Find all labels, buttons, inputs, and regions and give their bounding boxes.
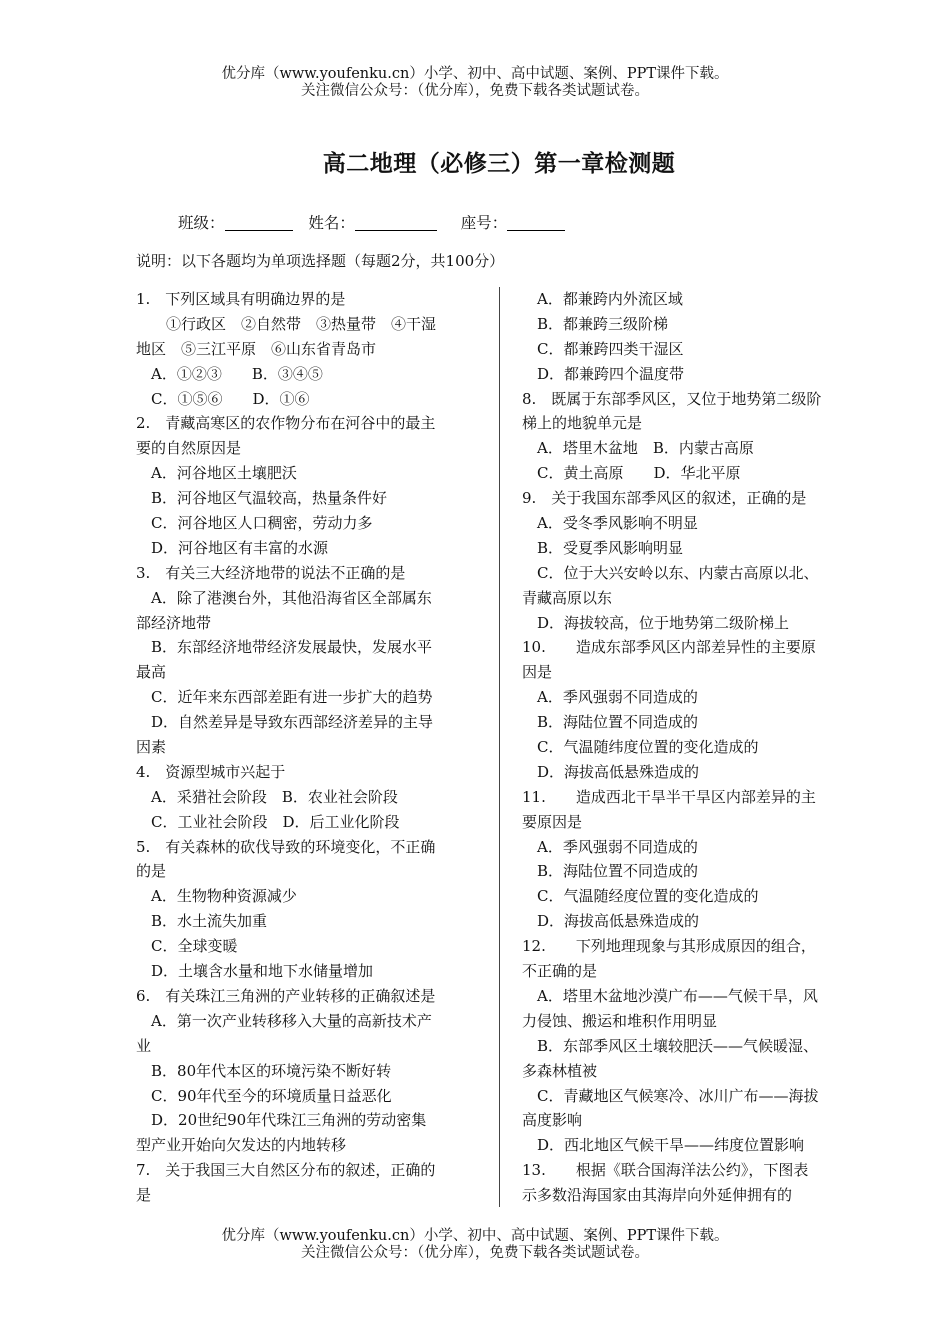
question-text-line: C．都兼跨四类干湿区 <box>522 339 684 358</box>
question-text-line: 9. 关于我国东部季风区的叙述，正确的是 <box>522 489 807 508</box>
question-text-line: C．①⑤⑥ D．①⑥ <box>136 389 310 408</box>
question-text-line: A．季风强弱不同造成的 <box>522 837 698 856</box>
student-info-row <box>178 211 565 233</box>
question-text-line: 青藏高原以东 <box>522 588 613 607</box>
question-text-line: D．海拔高低悬殊造成的 <box>522 762 700 781</box>
question-text-line: 5. 有关森林的砍伐导致的环境变化，不正确 <box>136 837 436 856</box>
question-text-line: B．河谷地区气温较高，热量条件好 <box>136 489 388 508</box>
question-text-line: C．青藏地区气候寒冷、冰川广布——海拔 <box>522 1086 819 1105</box>
question-text-line: C．工业社会阶段 D．后工业化阶段 <box>136 812 400 831</box>
question-text-line: B．东部经济地带经济发展最快，发展水平 <box>136 638 433 657</box>
class-blank[interactable] <box>225 214 293 231</box>
question-text-line: C．黄土高原 D．华北平原 <box>522 464 741 483</box>
question-text-line: 力侵蚀、搬运和堆积作用明显 <box>522 1011 718 1030</box>
question-text-line: B．80年代本区的环境污染不断好转 <box>136 1061 392 1080</box>
question-text-line: D．土壤含水量和地下水储量增加 <box>136 962 374 981</box>
question-text-line: C．位于大兴安岭以东、内蒙古高原以北、 <box>522 563 819 582</box>
question-text-line: 7. 关于我国三大自然区分布的叙述，正确的 <box>136 1161 436 1180</box>
question-text-line: B．受夏季风影响明显 <box>522 538 684 557</box>
question-text-line: 示多数沿海国家由其海岸向外延伸拥有的 <box>522 1186 793 1205</box>
question-text-line: 要原因是 <box>522 812 583 831</box>
question-text-line: B．都兼跨三级阶梯 <box>522 314 669 333</box>
question-text-line: 8. 既属于东部季风区，又位于地势第二级阶 <box>522 389 822 408</box>
question-text-line: 因是 <box>522 663 553 682</box>
question-text-line: 11. 造成西北干旱半干旱区内部差异的主 <box>522 787 816 806</box>
question-text-line: 多森林植被 <box>522 1061 598 1080</box>
question-text-line: 地区 ⑤三江平原 ⑥山东省青岛市 <box>136 339 377 358</box>
question-text-line: C．近年来东西部差距有进一步扩大的趋势 <box>136 688 433 707</box>
question-text-line: B．水土流失加重 <box>136 912 268 931</box>
page-header <box>0 66 950 100</box>
question-text-line: A．第一次产业转移移入大量的高新技术产 <box>136 1011 432 1030</box>
header-line-2: 关注微信公众号：（优分库），免费下载各类试题试卷。 <box>301 83 649 99</box>
question-text-line: 业 <box>136 1036 152 1055</box>
question-text-line: 最高 <box>136 663 167 682</box>
question-text-line: A．①②③ B．③④⑤ <box>136 364 323 383</box>
question-text-line: D．西北地区气候干旱——纬度位置影响 <box>522 1136 805 1155</box>
question-text-line: A．塔里木盆地 B．内蒙古高原 <box>522 439 754 458</box>
page-footer <box>0 1228 950 1262</box>
question-text-line: 是 <box>136 1186 152 1205</box>
footer-line-1: 优分库（www.youfenku.cn）小学、初中、高中试题、案例、PPT课件下载。 <box>221 1228 729 1244</box>
question-text-line: 10. 造成东部季风区内部差异性的主要原 <box>522 638 816 657</box>
question-text-line: D．海拔高低悬殊造成的 <box>522 912 700 931</box>
question-text-line: C．全球变暖 <box>136 937 238 956</box>
question-text-line: 因素 <box>136 738 167 757</box>
question-text-line: A．除了港澳台外，其他沿海省区全部属东 <box>136 588 432 607</box>
page-title: 高二地理（必修三）第一章检测题 <box>322 150 676 177</box>
question-text-line: D．河谷地区有丰富的水源 <box>136 538 329 557</box>
question-text-line: D．自然差异是导致东西部经济差异的主导 <box>136 713 434 732</box>
question-text-line: 13. 根据《联合国海洋法公约》，下图表 <box>522 1161 809 1180</box>
seat-label: 座号： <box>460 214 508 232</box>
question-text-line: 的是 <box>136 862 167 881</box>
question-text-line: C．90年代至今的环境质量日益恶化 <box>136 1086 392 1105</box>
question-text-line: A．塔里木盆地沙漠广布——气候干旱，风 <box>522 986 818 1005</box>
name-blank[interactable] <box>355 214 437 231</box>
class-label: 班级： <box>178 214 225 232</box>
footer-line-2: 关注微信公众号：（优分库），免费下载各类试题试卷。 <box>301 1245 649 1261</box>
question-text-line: 4. 资源型城市兴起于 <box>136 762 286 781</box>
instructions-note: 说明：以下各题均为单项选择题（每题2分，共100分） <box>136 252 505 270</box>
column-divider <box>499 287 500 1207</box>
question-text-line: A．季风强弱不同造成的 <box>522 688 698 707</box>
question-text-line: 12. 下列地理现象与其形成原因的组合， <box>522 937 816 956</box>
left-question-column <box>136 287 476 1208</box>
seat-blank[interactable] <box>507 214 565 231</box>
question-text-line: 型产业开始向欠发达的内地转移 <box>136 1136 347 1155</box>
question-text-line: 6. 有关珠江三角洲的产业转移的正确叙述是 <box>136 986 436 1005</box>
question-text-line: 高度影响 <box>522 1111 583 1130</box>
question-text-line: C．气温随纬度位置的变化造成的 <box>522 738 759 757</box>
question-text-line: D．海拔较高，位于地势第二级阶梯上 <box>522 613 790 632</box>
question-text-line: A．生物物种资源减少 <box>136 887 297 906</box>
question-text-line: 1. 下列区域具有明确边界的是 <box>136 290 346 308</box>
question-text-line: 不正确的是 <box>522 962 598 981</box>
question-text-line: 3. 有关三大经济地带的说法不正确的是 <box>136 563 406 582</box>
question-text-line: 2. 青藏高寒区的农作物分布在河谷中的最主 <box>136 414 436 433</box>
question-text-line: C．气温随经度位置的变化造成的 <box>522 887 759 906</box>
header-line-1: 优分库（www.youfenku.cn）小学、初中、高中试题、案例、PPT课件下载。 <box>221 66 729 82</box>
question-text-line: B．海陆位置不同造成的 <box>522 862 699 881</box>
question-text-line: B．东部季风区土壤较肥沃——气候暖湿、 <box>522 1036 819 1055</box>
question-text-line: D．20世纪90年代珠江三角洲的劳动密集 <box>136 1111 427 1130</box>
right-question-column <box>522 287 862 1208</box>
question-text-line: C．河谷地区人口稠密，劳动力多 <box>136 514 373 533</box>
question-text-line: A．采猎社会阶段 B．农业社会阶段 <box>136 787 398 806</box>
question-text-line: B．海陆位置不同造成的 <box>522 713 699 732</box>
name-label: 姓名： <box>308 214 355 232</box>
question-text-line: 部经济地带 <box>136 613 212 632</box>
question-text-line: 要的自然原因是 <box>136 439 242 458</box>
question-text-line: ①行政区 ②自然带 ③热量带 ④干湿 <box>136 314 437 333</box>
question-text-line: A．河谷地区土壤肥沃 <box>136 464 297 483</box>
question-text-line: A．受冬季风影响不明显 <box>522 514 698 533</box>
question-text-line: A．都兼跨内外流区域 <box>522 290 683 308</box>
question-text-line: D．都兼跨四个温度带 <box>522 364 685 383</box>
question-text-line: 梯上的地貌单元是 <box>522 414 643 433</box>
